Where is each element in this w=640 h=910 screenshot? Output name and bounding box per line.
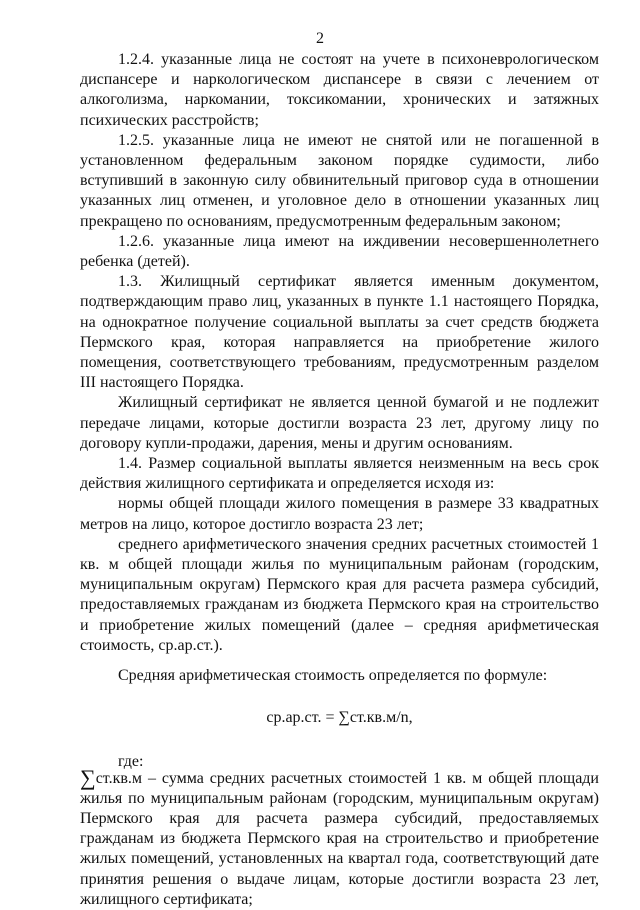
page-number: 2 — [316, 30, 324, 47]
paragraph-1-2-4: 1.2.4. указанные лица не состоят на учете в психоневрологическом диспансере и наркологическом диспансере в связи с лечением от алкоголизма, наркомании, токсикомании, хронических и затяжных психических расстройств; — [80, 51, 599, 129]
paragraph-1-4-average-cost: среднего арифметического значения средних расчетных стоимостей 1 кв. м общей площади жилья по муниципальным районам (городским, муниципальным округам) Пермского края для расчета размера субсидий, предоставляемых гражданам из бюджета Пермского края на строительство и приобретение жилых помещений (далее – средняя арифметическая стоимость, ср.ар.ст.). — [80, 535, 599, 654]
where-label: где: — [118, 752, 144, 770]
document-body — [80, 50, 599, 910]
paragraph-1-4: 1.4. Размер социальной выплаты является неизменным на весь срок действия жилищного сертификата и определяется исходя из: — [80, 455, 599, 493]
paragraph-1-4-area-norm: нормы общей площади жилого помещения в размере 33 квадратных метров на лицо, которое достигло возраста 23 лет; — [80, 495, 599, 533]
paragraph-1-3: 1.3. Жилищный сертификат является именным документом, подтверждающим право лиц, указанных в пункте 1.1 настоящего Порядка, на однократное получение социальной выплаты за счет средств бюджета Пермского края, которая направляется на приобретение жилого помещения, соответствующего требованиям, предусмотренным разделом III настоящего Порядка. — [80, 273, 599, 392]
formula-term: ст.кв.м — [95, 769, 143, 787]
formula-term-definition — [80, 764, 599, 910]
paragraph-1-2-5: 1.2.5. указанные лица не имеют не снятой или не погашенной в установленном федеральным законом порядке судимости, либо вступивший в законную силу обвинительный приговор суда в отношении указанных лиц отменен, и уголовное дело в отношении указанных лиц прекращено по основаниям, предусмотренным федеральным законом; — [80, 131, 599, 230]
paragraph-1-2-6: 1.2.6. указанные лица имеют на иждивении несовершеннолетнего ребенка (детей). — [80, 232, 599, 271]
formula: ср.ар.ст. = ∑ст.кв.м/n, — [266, 709, 413, 727]
paragraph-1-3-certificate-note: Жилищный сертификат не является ценной бумагой и не подлежит передаче лицами, которые достигли возраста 23 лет, другому лицу по договору купли-продажи, дарения, мены и другим основаниям. — [80, 394, 599, 452]
sigma-symbol: ∑ — [80, 764, 96, 790]
paragraph-formula-intro: Средняя арифметическая стоимость определяется по формуле: — [118, 667, 548, 685]
formula-term-description: – сумма средних расчетных стоимостей 1 кв. м общей площади жилья по муниципальным районам (городским, муниципальным округам) Пермского края для расчета размера субсидий, предоставляемых гражданам из бюджета Пермского края на строительство и приобретение жилых помещений, установленных на квартал года, соответствующий дате принятия решения о выдаче лицам, которые достигли возраста 23 лет, жилищного сертификата; — [80, 769, 599, 908]
